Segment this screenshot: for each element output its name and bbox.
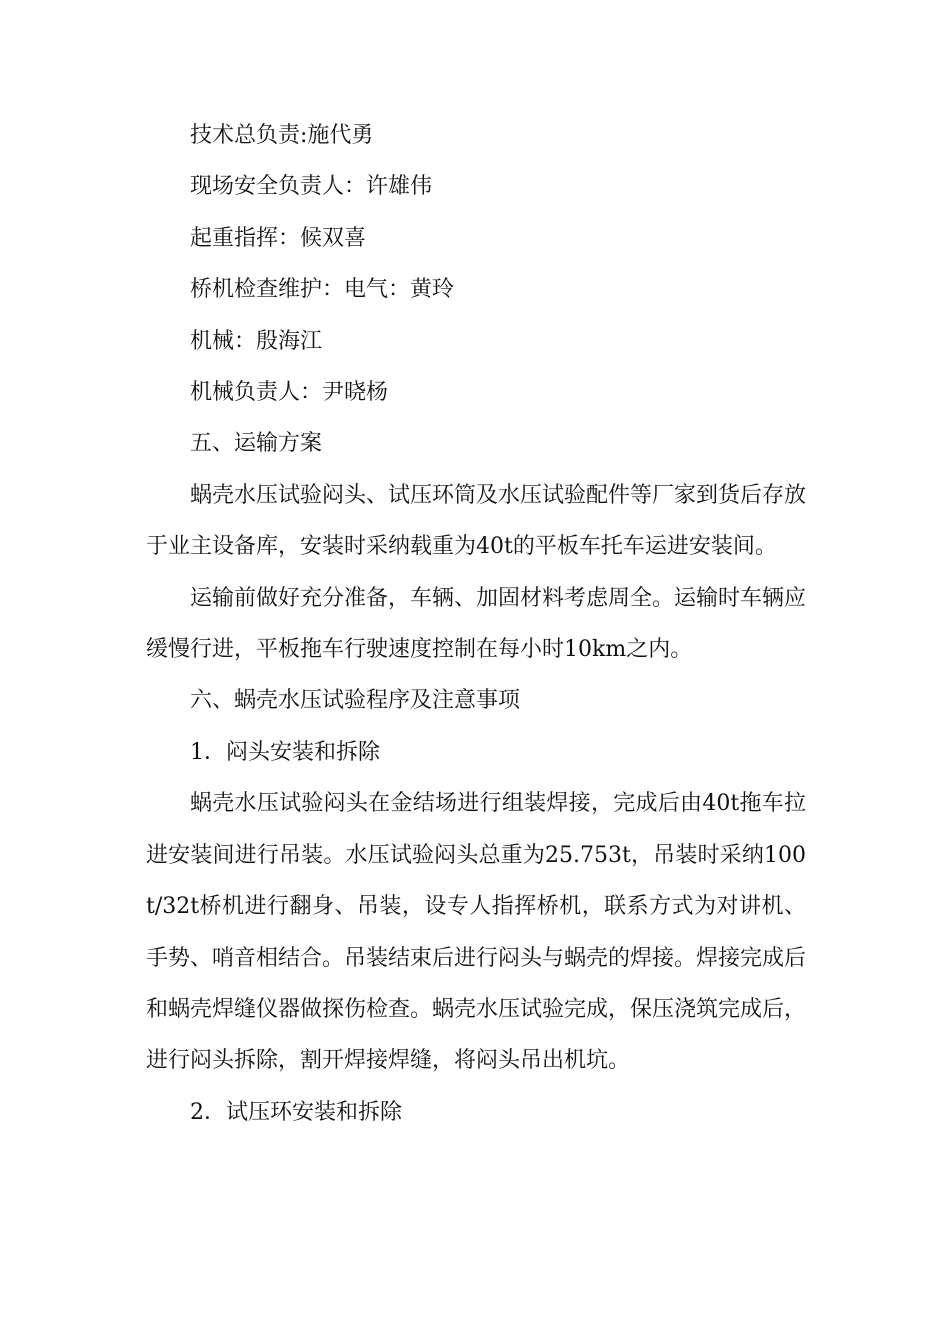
paragraph-technical-lead: 技术总负责:施代勇: [190, 123, 374, 148]
section-heading-test-procedure: 六、蜗壳水压试验程序及注意事项: [190, 688, 521, 714]
section-heading-transport: 五、运输方案: [190, 431, 323, 457]
subheading-head-installation: 1．闷头安装和拆除: [190, 739, 380, 765]
document-body: [146, 110, 806, 1138]
paragraph-transport-storage: 蜗壳水压试验闷头、试压环筒及水压试验配件等厂家到货后存放于业主设备库，安装时采纳载重为40t的平板车托车运进安装间。: [146, 482, 807, 560]
paragraph-lifting-commander: 起重指挥：候双喜: [190, 225, 367, 251]
subheading-ring-installation: 2．试压环安装和拆除: [190, 1099, 402, 1125]
paragraph-site-safety-lead: 现场安全负责人：许雄伟: [190, 174, 433, 200]
paragraph-mechanical-lead: 机械负责人：尹晓杨: [190, 380, 389, 406]
paragraph-crane-maintenance: 桥机检查维护：电气：黄玲: [190, 277, 455, 303]
paragraph-mechanical: 机械：殷海江: [190, 328, 323, 354]
paragraph-head-installation: 蜗壳水压试验闷头在金结场进行组装焊接，完成后由40t拖车拉进安装间进行吊装。水压试验闷头总重为25.753t，吊装时采纳100t/32t桥机进行翻身、吊装，设专人指挥桥机，联系方式为对讲机、手势、哨音相结合。吊装结束后进行闷头与蜗壳的焊接。焊接完成后和蜗壳焊缝仪器做探伤检查。蜗壳水压试验完成，保压浇筑完成后，进行闷头拆除，割开焊接焊缝，将闷头吊出机坑。: [146, 791, 807, 1074]
paragraph-transport-preparation: 运输前做好充分准备，车辆、加固材料考虑周全。运输时车辆应缓慢行进，平板拖车行驶速度控制在每小时10km之内。: [146, 585, 807, 663]
